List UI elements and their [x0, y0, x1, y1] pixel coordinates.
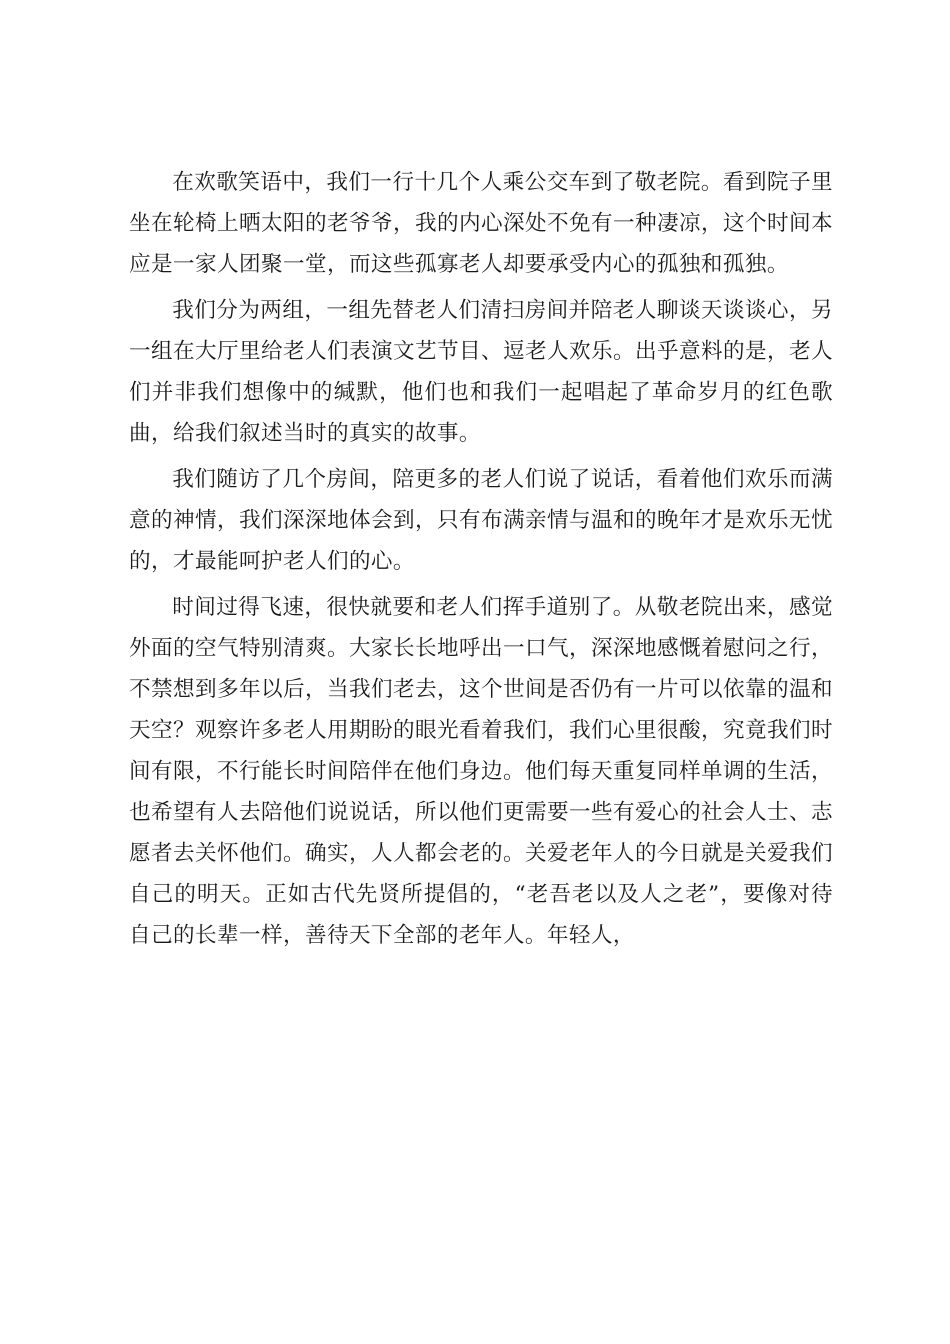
paragraph-1: 在欢歌笑语中，我们一行十几个人乘公交车到了敬老院。看到院子里坐在轮椅上晒太阳的老爷爷，我的内心深处不免有一种凄凉，这个时间本应是一家人团聚一堂，而这些孤寡老人却要承受内心的孤独和孤独。: [129, 170, 833, 277]
paragraph-2: 我们分为两组，一组先替老人们清扫房间并陪老人聊谈天谈谈心，另一组在大厅里给老人们表演文艺节目、逗老人欢乐。出乎意料的是，老人们并非我们想像中的缄默，他们也和我们一起唱起了革命岁月的红色歌曲，给我们叙述当时的真实的故事。: [129, 298, 833, 446]
paragraph-4: 时间过得飞速，很快就要和老人们挥手道别了。从敬老院出来，感觉外面的空气特别清爽。大家长长地呼出一口气，深深地感慨着慰问之行，不禁想到多年以后，当我们老去，这个世间是否仍有一片可以依靠的温和天空？观察许多老人用期盼的眼光看着我们，我们心里很酸，究竟我们时间有限，不行能长时间陪伴在他们身边。他们每天重复同样单调的生活，也希望有人去陪他们说说话，所以他们更需要一些有爱心的社会人士、志愿者去关怀他们。确实，人人都会老的。关爱老年人的今日就是关爱我们自己的明天。正如古代先贤所提倡的，“老吾老以及人之老”，要像对待自己的长辈一样，善待天下全部的老年人。年轻人，: [129, 595, 833, 948]
paragraph-3: 我们随访了几个房间，陪更多的老人们说了说话，看着他们欢乐而满意的神情，我们深深地体会到，只有布满亲情与温和的晚年才是欢乐无忧的，才最能呵护老人们的心。: [129, 467, 833, 574]
document-body: [129, 162, 833, 961]
